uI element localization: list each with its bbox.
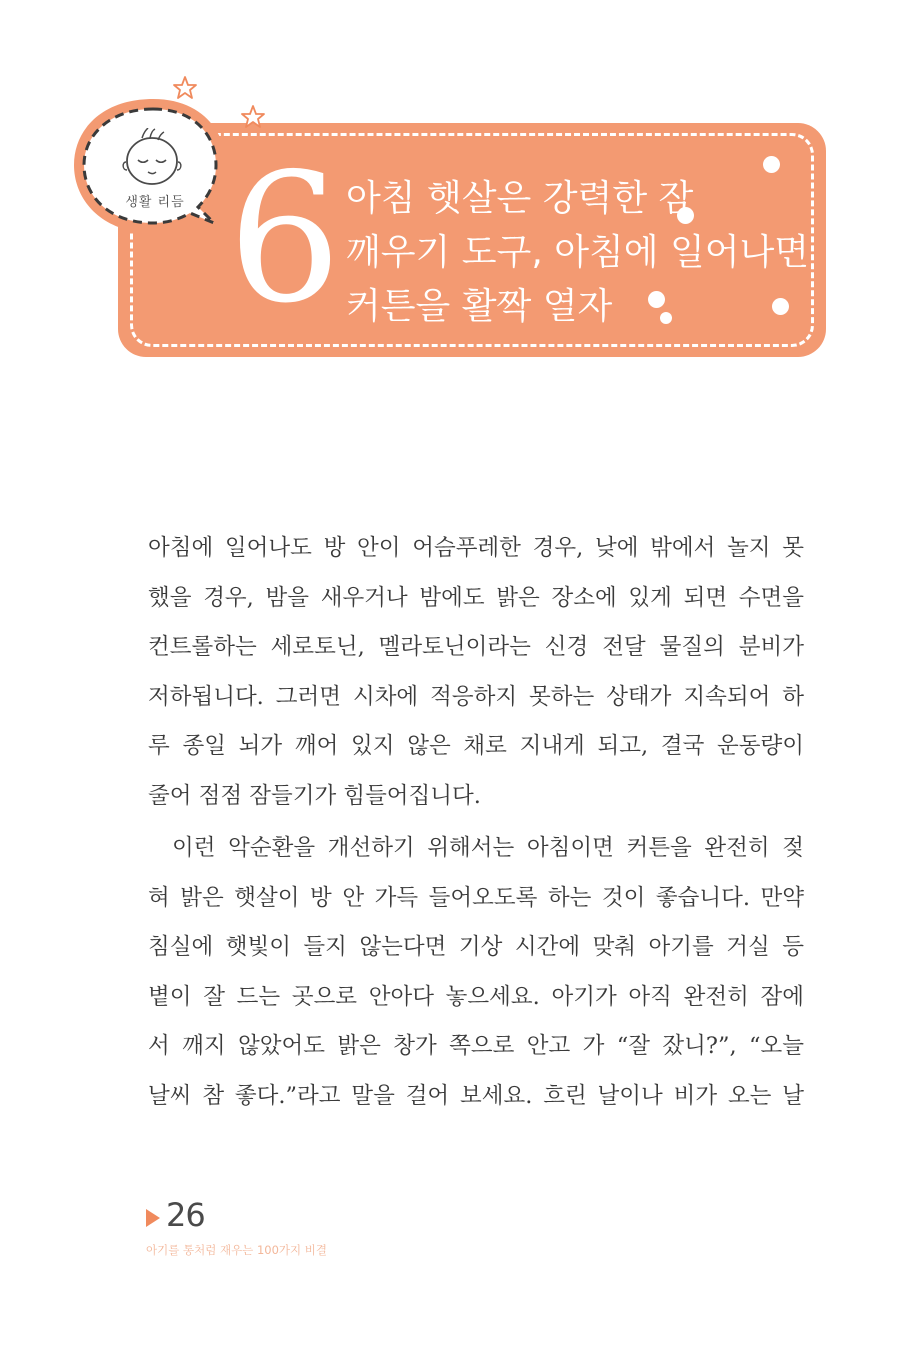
sleeping-baby-face-icon [118,128,188,188]
body-line: 날씨 참 좋다.”라고 말을 걸어 보세요. 흐린 날이나 비가 오는 날 [148,1082,804,1109]
body-line: 루 종일 뇌가 깨어 있지 않은 채로 지내게 되고, 결국 운동량이 [148,733,804,759]
star-icon [172,75,198,101]
star-icon [240,104,266,130]
chapter-title-line: 아침 햇살은 강력한 잠 [346,178,694,219]
body-line: 이런 악순환을 개선하기 위해서는 아침이면 커튼을 완전히 젖 [172,835,804,861]
book-title: 아기를 통처럼 재우는 100가지 비결 [146,1243,327,1257]
body-line: 볕이 잘 드는 곳으로 안아다 놓으세요. 아기가 아직 완전히 잠에 [148,983,804,1010]
category-badge-label: 생활 리듬 [125,195,185,210]
triangle-right-icon [146,1209,160,1227]
body-line: 컨트롤하는 세로토닌, 멜라토닌이라는 신경 전달 물질의 분비가 [148,634,804,660]
chapter-title-line: 깨우기 도구, 아침에 일어나면 [346,232,810,273]
chapter-title [346,172,816,334]
body-text [148,524,804,1121]
chapter-number: 6 [228,135,342,342]
body-line: 혀 밝은 햇살이 방 안 가득 들어오도록 하는 것이 좋습니다. 만약 [148,884,804,911]
page-number: 26 [166,1196,205,1234]
body-line: 침실에 햇빛이 들지 않는다면 기상 시간에 맞춰 아기를 거실 등 [148,934,804,960]
body-line: 아침에 일어나도 방 안이 어슴푸레한 경우, 낮에 밖에서 놀지 못 [148,535,804,561]
body-line: 서 깨지 않았어도 밝은 창가 쪽으로 안고 가 “잘 잤니?”, “오늘 [148,1033,804,1059]
body-line: 했을 경우, 밤을 새우거나 밤에도 밝은 장소에 있게 되면 수면을 [148,584,804,611]
body-line: 저하됩니다. 그러면 시차에 적응하지 못하는 상태가 지속되어 하 [148,683,804,710]
banner-dot [763,156,780,173]
body-line: 줄어 점점 잠들기가 힘들어집니다. [148,782,481,809]
chapter-title-line: 커튼을 활짝 열자 [346,286,613,327]
